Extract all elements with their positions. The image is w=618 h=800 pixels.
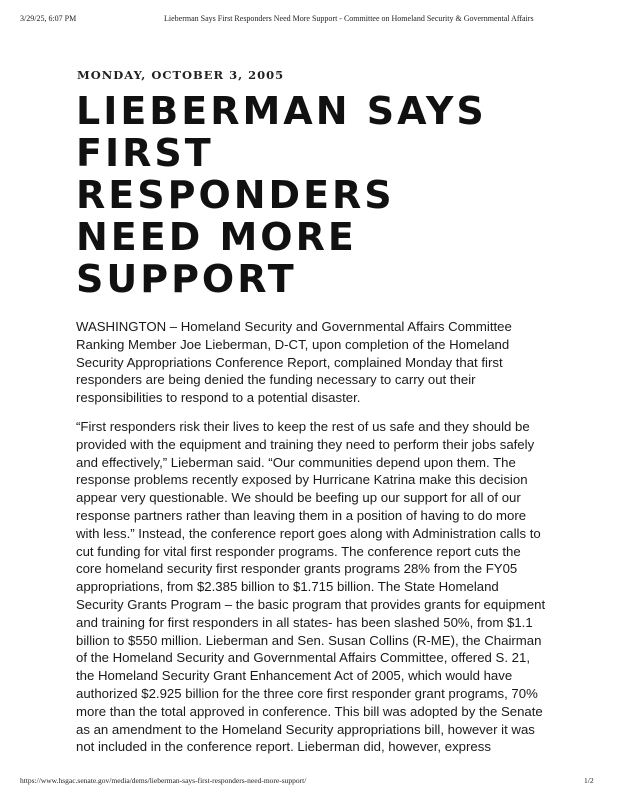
paragraph-line: as an amendment to the Homeland Security appropriations bill, however it was bbox=[76, 721, 535, 737]
paragraph-line: more than the total approved in conference. This bill was adopted by the Senate bbox=[76, 703, 543, 719]
title-line: NEED MORE bbox=[76, 215, 357, 259]
print-header-datetime: 3/29/25, 6:07 PM bbox=[20, 14, 77, 23]
title-line: SUPPORT bbox=[76, 257, 297, 301]
paragraph-line: “First responders risk their lives to keep the rest of us safe and they should be bbox=[76, 419, 530, 434]
paragraph-line: of the Homeland Security and Governmental Affairs Committee, offered S. 21, bbox=[76, 650, 530, 666]
title-line: FIRST bbox=[76, 131, 214, 175]
paragraph-line: Ranking Member Joe Lieberman, D-CT, upon completion of the Homeland bbox=[76, 336, 510, 352]
paragraph-line: and effectively,” Lieberman said. “Our communities depend upon them. The bbox=[76, 454, 516, 470]
article-paragraph-2 bbox=[76, 418, 545, 756]
paragraph-line: appear very questionable. We should be beefing up our support for all of our bbox=[76, 490, 521, 506]
title-line: RESPONDERS bbox=[76, 173, 395, 217]
title-line: LIEBERMAN SAYS bbox=[76, 89, 487, 133]
paragraph-line: core homeland security first responder grants programs 28% from the FY05 bbox=[76, 561, 518, 577]
paragraph-line: response partners rather than leaving them in a position of having to do more bbox=[76, 507, 527, 523]
paragraph-line: cut funding for vital first responder programs. The conference report cuts the bbox=[76, 543, 521, 559]
paragraph-line: response problems recently exposed by Hurricane Katrina make this decision bbox=[76, 472, 528, 488]
paragraph-line: appropriations, from $2.385 billion to $1.715 billion. The State Homeland bbox=[76, 579, 499, 595]
paragraph-line: Security Grants Program – the basic program that provides grants for equipment bbox=[76, 596, 546, 612]
article-title bbox=[76, 90, 487, 300]
paragraph-line: provided with the equipment and training they need to perform their jobs safely bbox=[76, 436, 535, 452]
paragraph-line: not included in the conference report. Lieberman did, however, express bbox=[76, 739, 491, 755]
paragraph-line: the Homeland Security Grant Enhancement Act of 2005, which would have bbox=[76, 668, 513, 684]
paragraph-line: with less.” Instead, the conference report goes along with Administration calls to bbox=[76, 525, 541, 541]
paragraph-line: Security Appropriations Conference Report, complained Monday that first bbox=[76, 354, 503, 370]
paragraph-line: authorized $2.925 billion for the three core first responder grant programs, 70% bbox=[76, 685, 538, 701]
paragraph-line: and training for first responders in all states- has been slashed 50%, from $1.1 bbox=[76, 614, 533, 630]
paragraph-line: responders are being denied the funding necessary to carry out their bbox=[76, 372, 476, 388]
print-header-page-title: Lieberman Says First Responders Need More Support - Committee on Homeland Security & Governmental Affairs bbox=[164, 14, 534, 23]
paragraph-line: responsibilities to respond to a potential disaster. bbox=[76, 390, 361, 406]
paragraph-line: billion to $550 million. Lieberman and Sen. Susan Collins (R-ME), the Chairman bbox=[76, 632, 542, 648]
print-footer-url: https://www.hsgac.senate.gov/media/dems/lieberman-says-first-responders-need-more-support/ bbox=[20, 776, 307, 785]
print-footer-page-number: 1/2 bbox=[584, 776, 594, 785]
article-date: MONDAY, OCTOBER 3, 2005 bbox=[77, 68, 285, 82]
article-paragraph-1 bbox=[76, 318, 512, 407]
paragraph-line: WASHINGTON – Homeland Security and Governmental Affairs Committee bbox=[76, 319, 512, 334]
